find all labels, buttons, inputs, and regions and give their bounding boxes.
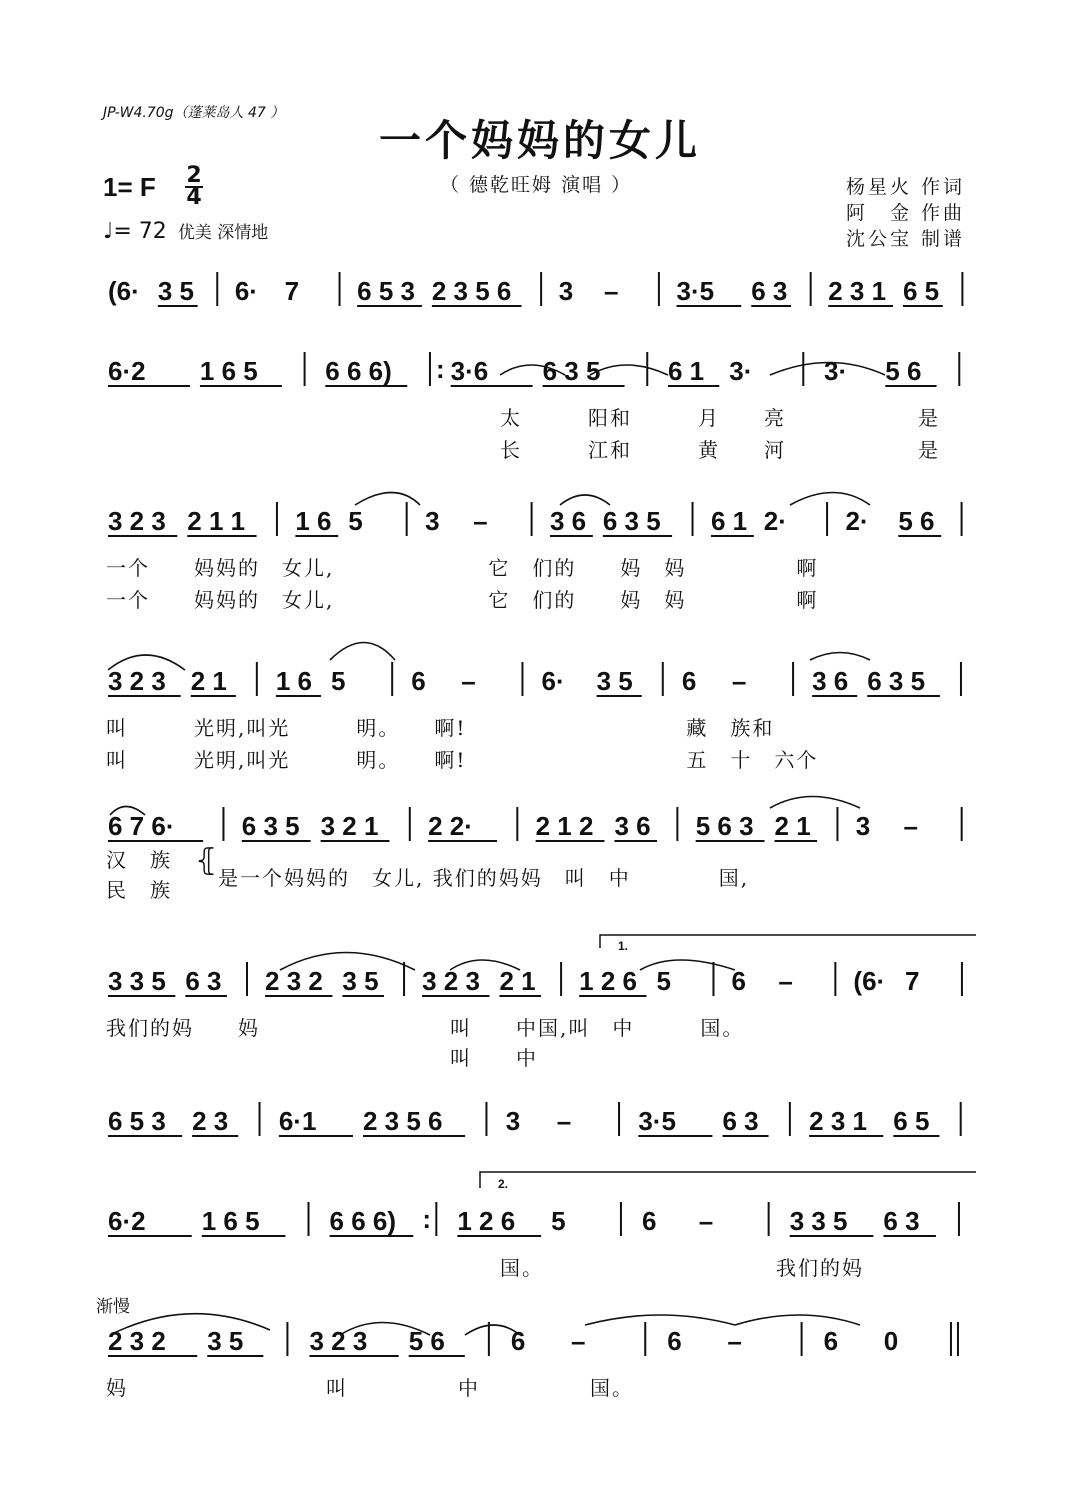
note-group: 3 2 3: [108, 666, 166, 696]
note-group: 6: [510, 1326, 526, 1356]
note-group: 6 3 5: [602, 506, 661, 536]
note-group: 6 5 3: [108, 1106, 166, 1136]
note-group: 3·5: [676, 276, 715, 306]
note-group: 5: [331, 666, 346, 696]
note-group: 6 3 5: [867, 666, 926, 696]
note-group: 2 1: [774, 811, 811, 841]
note-group: 3 2 1: [320, 811, 379, 841]
note-group: –: [731, 666, 747, 696]
note-group: –: [698, 1206, 714, 1236]
note-group: –: [556, 1106, 572, 1136]
note-group: –: [473, 506, 488, 536]
note-group: 6 6 6): [325, 356, 392, 386]
note-group: 2·: [845, 506, 869, 536]
note-group: 2 3 5 6: [431, 276, 512, 306]
lyric-line: 一个 妈妈的 女儿, 它 们的 妈 妈 啊: [106, 588, 819, 612]
note-group: 6·2: [108, 1206, 146, 1236]
tempo-value: ♩= 72: [103, 219, 167, 244]
lyric-line: 民 族: [106, 878, 172, 902]
note-group: 6 3 5: [241, 811, 300, 841]
note-group: 3 5: [157, 276, 194, 306]
note-group: 6: [411, 666, 426, 696]
score-code: JP-W4.70g（蓬莱岛人 47 ）: [103, 105, 285, 121]
composer-credit: 阿 金 作曲: [846, 202, 966, 224]
note-group: 6: [641, 1206, 657, 1236]
note-group: 3 3 5: [108, 966, 166, 996]
note-group: 3 6: [614, 811, 651, 841]
lyric-line: 叫 光明,叫光 明。 啊! 藏 族和: [106, 716, 775, 740]
note-group: 2 3: [192, 1106, 229, 1136]
note-group: 6 5 3: [357, 276, 415, 306]
note-group: 6: [731, 966, 746, 996]
note-group: 6·1: [278, 1106, 317, 1136]
volta-1: [600, 935, 976, 953]
lyric-brace-line5: [195, 844, 749, 890]
note-group: 2 3 2: [108, 1326, 166, 1356]
note-group: 3 5: [342, 966, 379, 996]
note-group: 3 2 3: [309, 1326, 368, 1356]
lyric-line: 我们的妈 妈: [106, 1016, 260, 1040]
lyric-line: 叫 光明,叫光 明。 啊! 五 十 六个: [106, 748, 819, 772]
note-group: 2 3 1: [809, 1106, 867, 1136]
lyricist-credit: 杨星火 作词: [846, 176, 966, 198]
note-group: 2 3 1: [828, 276, 887, 306]
note-group: 5 6: [898, 506, 935, 536]
note-group: 3 5: [596, 666, 633, 696]
note-group: 6·2: [108, 356, 146, 386]
note-group: 3·: [823, 356, 848, 386]
song-title: 一个妈妈的女儿: [378, 116, 701, 165]
lyric-line: 妈 叫 中 国。: [106, 1376, 634, 1400]
note-group: 6: [681, 666, 697, 696]
note-group: 6 5: [902, 276, 940, 306]
note-group: 6 3 5: [542, 356, 601, 386]
note-group: 1 6: [295, 506, 332, 536]
note-group: 2 2·: [428, 811, 473, 841]
time-signature-top: 2: [186, 163, 202, 188]
note-group: 5: [348, 506, 363, 536]
ritardando-mark: 渐慢: [96, 1297, 130, 1317]
note-group: 3 2 3: [422, 966, 480, 996]
note-group: 6 6 6): [329, 1206, 397, 1236]
note-group: 3 6: [550, 506, 587, 536]
note-group: 5 6 3: [695, 811, 754, 841]
repeat-dots: :: [422, 1204, 431, 1234]
note-group: 3: [558, 276, 574, 306]
lyric-line: 叫 中国,叫 中 国。: [450, 1016, 745, 1040]
note-group: 6 3: [722, 1106, 759, 1136]
note-group: 5: [551, 1206, 566, 1236]
performer-label: （ 德乾旺姆 演唱 ）: [440, 174, 633, 196]
note-group: 1 2 6: [579, 966, 637, 996]
mood-marking: 优美 深情地: [177, 223, 269, 243]
volta-2: [480, 1172, 976, 1191]
note-group: 6 1: [710, 506, 748, 536]
note-group: 1 6: [275, 666, 313, 696]
note-group: –: [461, 666, 476, 696]
note-group: 7: [284, 276, 300, 306]
note-group: 6·: [541, 666, 565, 696]
lyric-line: 叫 中: [450, 1046, 538, 1070]
note-group: 3: [855, 811, 871, 841]
note-group: 2 1 2: [535, 811, 594, 841]
note-group: 1 2 6: [457, 1206, 516, 1236]
volta-2-label: 2.: [498, 1177, 509, 1191]
note-group: 6 3: [185, 966, 222, 996]
note-group: –: [604, 276, 619, 306]
time-signature-bottom: 4: [186, 185, 202, 210]
score-lines: [106, 272, 962, 1400]
note-group: 3: [505, 1106, 521, 1136]
note-group: 6·: [234, 276, 258, 306]
note-group: 3·: [729, 356, 753, 386]
brace-left: ⦃: [195, 844, 218, 877]
note-group: (6·: [853, 966, 886, 996]
note-group: 0: [883, 1326, 899, 1356]
note-group: (6·: [108, 276, 140, 306]
note-group: 6 3: [883, 1206, 920, 1236]
note-group: 2 3 2: [265, 966, 323, 996]
key-signature: 1= F: [103, 172, 156, 202]
brace-lyric: 是一个妈妈的 女儿, 我们的妈妈 叫 中 国,: [218, 866, 750, 890]
note-group: 2 3 5 6: [362, 1106, 443, 1136]
note-group: –: [903, 811, 919, 841]
note-group: 3·6: [450, 356, 489, 386]
note-group: 2 1 1: [187, 506, 246, 536]
note-group: 6 5: [893, 1106, 930, 1136]
note-group: 3 2 3: [108, 506, 166, 536]
note-group: 6 7 6·: [108, 811, 175, 841]
lyric-line: 长 江和 黄 河 是: [500, 438, 940, 462]
note-group: 3: [425, 506, 440, 536]
volta-1-label: 1.: [618, 939, 629, 953]
note-group: 2·: [763, 506, 787, 536]
lyric-line: 太 阳和 月 亮 是: [500, 406, 940, 430]
note-group: 6: [823, 1326, 839, 1356]
note-group: 2 1: [190, 666, 227, 696]
note-group: 6 3: [751, 276, 788, 306]
arranger-credit: 沈公宝 制谱: [846, 228, 966, 250]
note-group: 1 6 5: [201, 1206, 260, 1236]
lyric-line: 一个 妈妈的 女儿, 它 们的 妈 妈 啊: [106, 556, 819, 580]
note-group: 3·5: [638, 1106, 676, 1136]
note-group: 5: [656, 966, 671, 996]
note-group: 5 6: [885, 356, 922, 386]
note-group: –: [778, 966, 793, 996]
repeat-dots: :: [435, 354, 445, 384]
note-group: 6: [667, 1326, 682, 1356]
note-group: 6 1: [667, 356, 705, 386]
note-group: 2 1: [499, 966, 536, 996]
note-group: –: [571, 1326, 586, 1356]
note-group: 1 6 5: [199, 356, 258, 386]
note-group: –: [727, 1326, 742, 1356]
lyric-line: 国。 我们的妈: [500, 1256, 864, 1280]
note-group: 3 5: [207, 1326, 244, 1356]
note-group: 7: [904, 966, 920, 996]
note-group: 3 6: [812, 666, 849, 696]
note-group: 3 3 5: [789, 1206, 848, 1236]
note-group: 5 6: [408, 1326, 445, 1356]
lyric-line: 汉 族: [106, 848, 172, 872]
